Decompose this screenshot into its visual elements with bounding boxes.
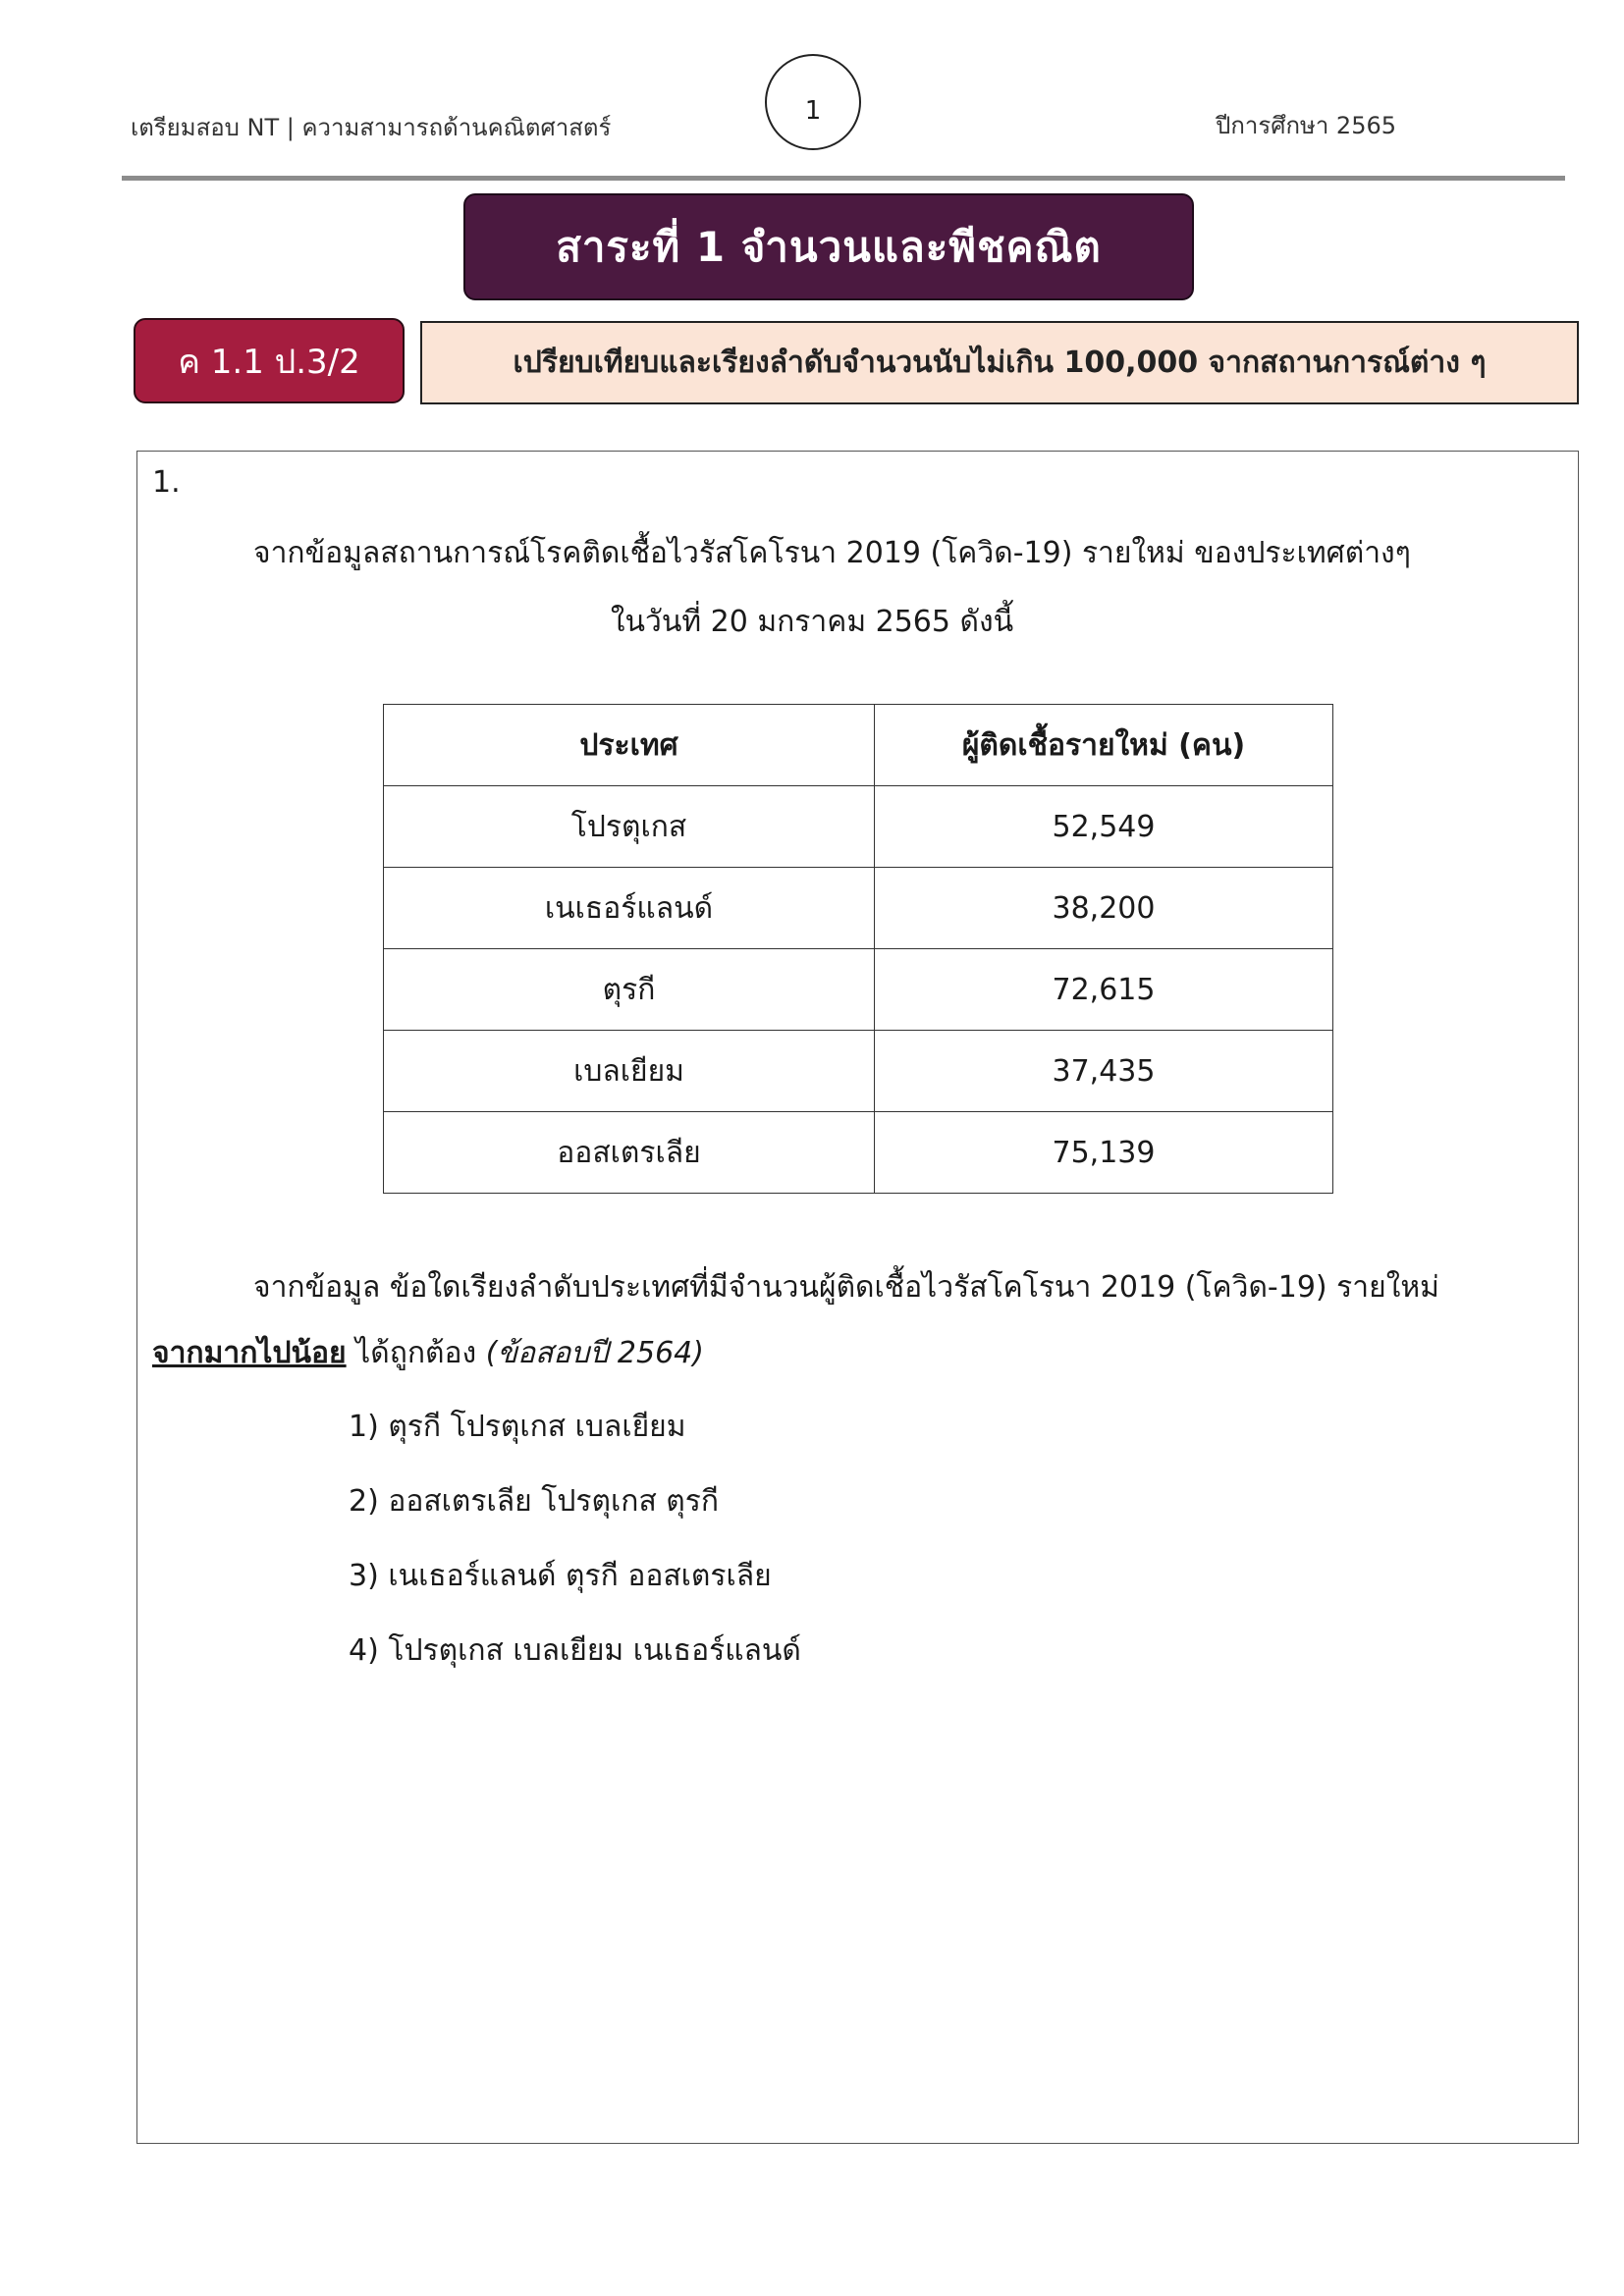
country-cell: โปรตุเกส [384, 786, 875, 868]
table-row [384, 868, 1333, 949]
column-header-new-cases: ผู้ติดเชื้อรายใหม่ (คน) [875, 705, 1333, 786]
standard-code-badge [134, 318, 405, 403]
answer-choice-2[interactable]: 2) ออสเตรเลีย โปรตุเกส ตุรกี [349, 1484, 720, 1519]
stem-source-note: (ข้อสอบปี 2564) [485, 1336, 704, 1370]
header-subject: เตรียมสอบ NT | ความสามารถด้านคณิตศาสตร์ [131, 114, 612, 141]
header-academic-year: ปีการศึกษา 2565 [1216, 112, 1396, 139]
column-header-country: ประเทศ [384, 705, 875, 786]
table-row [384, 949, 1333, 1031]
cases-cell: 75,139 [875, 1112, 1333, 1194]
stem-emphasis: จากมากไปน้อย [152, 1336, 347, 1370]
answer-choice-3[interactable]: 3) เนเธอร์แลนด์ ตุรกี ออสเตรเลีย [349, 1559, 772, 1593]
cases-cell: 52,549 [875, 786, 1333, 868]
question-number: 1. [152, 465, 181, 500]
answer-choice-4[interactable]: 4) โปรตุเกส เบลเยียม เนเธอร์แลนด์ [349, 1633, 801, 1668]
country-cell: เนเธอร์แลนด์ [384, 868, 875, 949]
table-row [384, 1112, 1333, 1194]
answer-choice-1[interactable]: 1) ตุรกี โปรตุเกส เบลเยียม [349, 1410, 686, 1444]
table-row [384, 786, 1333, 868]
question-stem-line-1: จากข้อมูล ข้อใดเรียงลำดับประเทศที่มีจำนวนผู้ติดเชื้อไวรัสโคโรนา 2019 (โควิด-19) รายใหม่ [253, 1270, 1439, 1305]
country-cell: เบลเยียม [384, 1031, 875, 1112]
question-intro-line-2: ในวันที่ 20 มกราคม 2565 ดังนี้ [610, 605, 1014, 639]
standard-description: เปรียบเทียบและเรียงลำดับจำนวนนับไม่เกิน 100,000 จากสถานการณ์ต่าง ๆ [513, 346, 1487, 380]
header-divider [122, 176, 1565, 181]
question-intro-line-1: จากข้อมูลสถานการณ์โรคติดเชื้อไวรัสโคโรนา 2019 (โควิด-19) รายใหม่ ของประเทศต่างๆ [253, 536, 1411, 570]
table-row [384, 1031, 1333, 1112]
standard-description-box [420, 321, 1579, 404]
standard-code: ค 1.1 ป.3/2 [178, 342, 360, 382]
page-number-circle [765, 54, 861, 150]
page-number: 1 [804, 96, 822, 126]
question-stem-line-2 [152, 1330, 704, 1376]
country-cell: ตุรกี [384, 949, 875, 1031]
cases-cell: 38,200 [875, 868, 1333, 949]
stem-rest: ได้ถูกต้อง [346, 1336, 486, 1370]
country-cell: ออสเตรเลีย [384, 1112, 875, 1194]
cases-cell: 37,435 [875, 1031, 1333, 1112]
table-header-row [384, 705, 1333, 786]
strand-title: สาระที่ 1 จำนวนและพีชคณิต [556, 222, 1102, 271]
covid-cases-table [383, 704, 1333, 1194]
cases-cell: 72,615 [875, 949, 1333, 1031]
answer-choices [349, 1404, 801, 1702]
strand-title-banner [463, 193, 1194, 300]
